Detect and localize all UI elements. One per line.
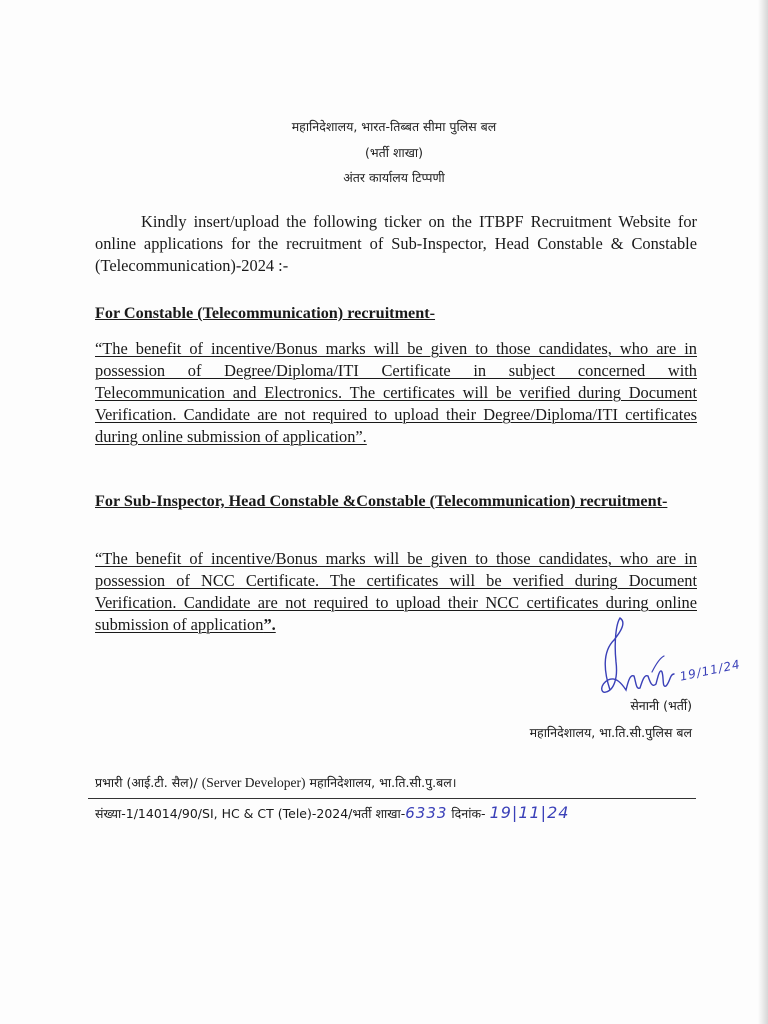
signature-date: 19/11/24 bbox=[678, 657, 742, 684]
reference-date: 19|11|24 bbox=[489, 803, 570, 822]
handwritten-signature bbox=[596, 612, 728, 702]
branch-heading: (भर्ती शाखा) bbox=[364, 145, 424, 160]
intro-paragraph: Kindly insert/upload the following ticker on the ITBPF Recruitment Website for online applications for the recruitment of Sub-Inspector, Head Constable & Constable (Telecommunication)-2024 :- bbox=[95, 212, 697, 275]
divider-rule bbox=[88, 798, 696, 799]
si-hc-section-text: “The benefit of incentive/Bonus marks will be given to those candidates, who are in possession of NCC Certificate. The certificates will be verified during Document Verification. Candidate are not required to upload their NCC certificates during online submission of application bbox=[95, 549, 697, 634]
signatory-designation: सेनानी (भर्ती) bbox=[630, 698, 692, 713]
note-type-heading: अंतर कार्यालय टिप्पणी bbox=[343, 170, 445, 185]
reference-number: 6333 bbox=[405, 804, 448, 822]
reference-date-label: दिनांक- bbox=[451, 806, 486, 821]
office-name-heading: महानिदेशालय, भारत-तिब्बत सीमा पुलिस बल bbox=[291, 119, 497, 134]
reference-line bbox=[95, 803, 569, 822]
copy-to-prefix: प्रभारी (आई.टी. सैल)/ bbox=[95, 775, 202, 790]
si-hc-section-heading: For Sub-Inspector, Head Constable &Constable (Telecommunication) recruitment- bbox=[95, 492, 668, 510]
copy-to-suffix: महानिदेशालय, भा.ति.सी.पु.बल। bbox=[305, 775, 457, 790]
copy-to-line bbox=[95, 774, 457, 791]
copy-to-english: (Server Developer) bbox=[201, 775, 306, 790]
constable-section-heading: For Constable (Telecommunication) recruitment- bbox=[95, 304, 436, 322]
signatory-office: महानिदेशालय, भा.ति.सी.पुलिस बल bbox=[529, 725, 692, 740]
reference-prefix: संख्या-1/14014/90/SI, HC & CT (Tele)-2024/भर्ती शाखा- bbox=[95, 806, 406, 821]
si-hc-section-text-end: ”. bbox=[263, 615, 276, 634]
constable-section-text: “The benefit of incentive/Bonus marks will be given to those candidates, who are in possession of Degree/Diploma/ITI Certificate in subject concerned with Telecommunication and Electronics. The certificates will be verified during Document Verification. Candidate are not required to upload their Degree/Diploma/ITI certificates during online submission of application”. bbox=[95, 339, 697, 446]
